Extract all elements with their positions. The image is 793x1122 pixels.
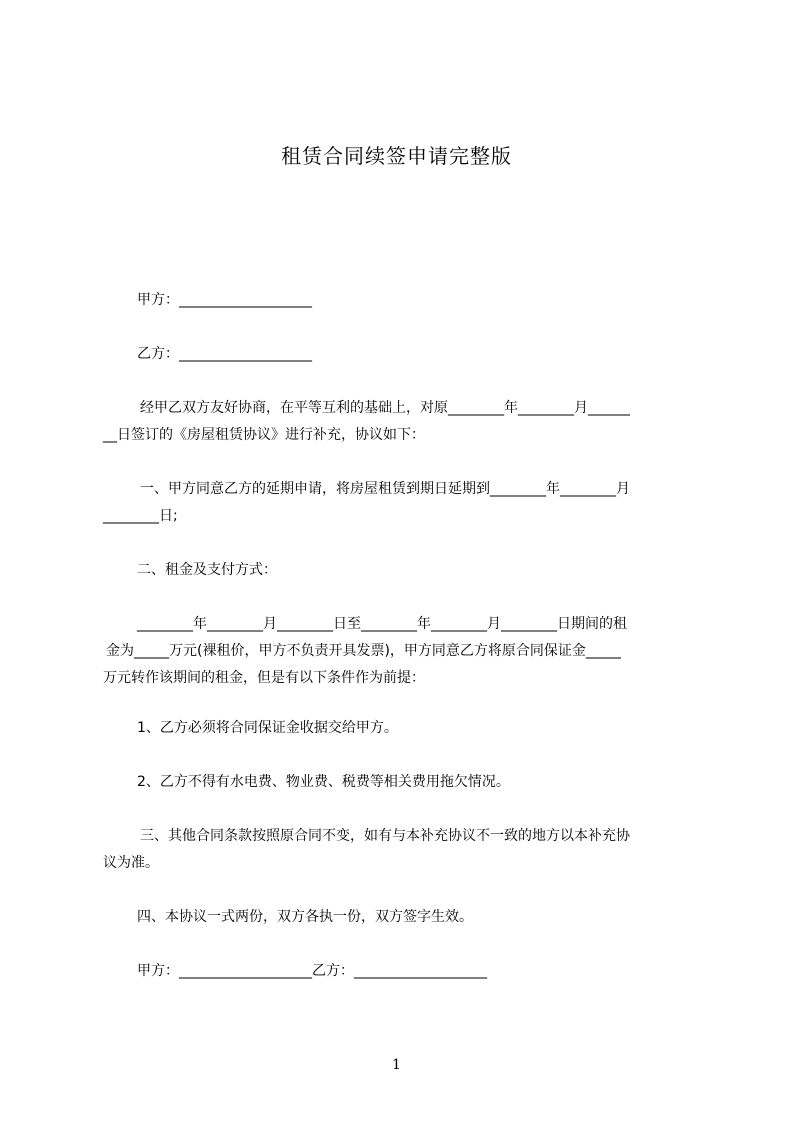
condition-2: 2、乙方不得有水电费、物业费、税费等相关费用拖欠情况。: [137, 774, 510, 790]
party-a-line: 甲方：___________________: [137, 292, 312, 308]
clause-2-line-2: 金为_____万元(裸租价，甲方不负责开具发票)，甲方同意乙方将原合同保证金_____: [106, 643, 621, 659]
signature-line: 甲方：___________________乙方：___________________: [137, 963, 487, 979]
clause-1-line-1: 一、甲方同意乙方的延期申请，将房屋租赁到期日延期到________年________月: [140, 481, 630, 497]
clause-2-line-1: ________年________月________日至________年________月________日期间的租: [137, 616, 627, 632]
page-number: 1: [392, 1057, 401, 1073]
clause-4: 四、本协议一式两份，双方各执一份，双方签字生效。: [137, 909, 473, 925]
clause-2-heading: 二、租金及支付方式：: [137, 562, 277, 578]
intro-line-2: __日签订的《房屋租赁协议》进行补充，协议如下：: [103, 427, 425, 443]
document-title: 租赁合同续签申请完整版: [281, 144, 512, 168]
condition-1: 1、乙方必须将合同保证金收据交给甲方。: [137, 720, 398, 736]
party-b-line: 乙方：___________________: [137, 346, 312, 362]
intro-line-1: 经甲乙双方友好协商，在平等互利的基础上，对原________年________月______: [140, 400, 630, 416]
clause-3-line-1: 三、其他合同条款按照原合同不变，如有与本补充协议不一致的地方以本补充协: [140, 828, 630, 844]
clause-3-line-2: 议为准。: [103, 855, 159, 871]
clause-1-line-2: ________日;: [103, 508, 178, 524]
clause-2-line-3: 万元转作该期间的租金，但是有以下条件作为前提：: [103, 670, 425, 686]
